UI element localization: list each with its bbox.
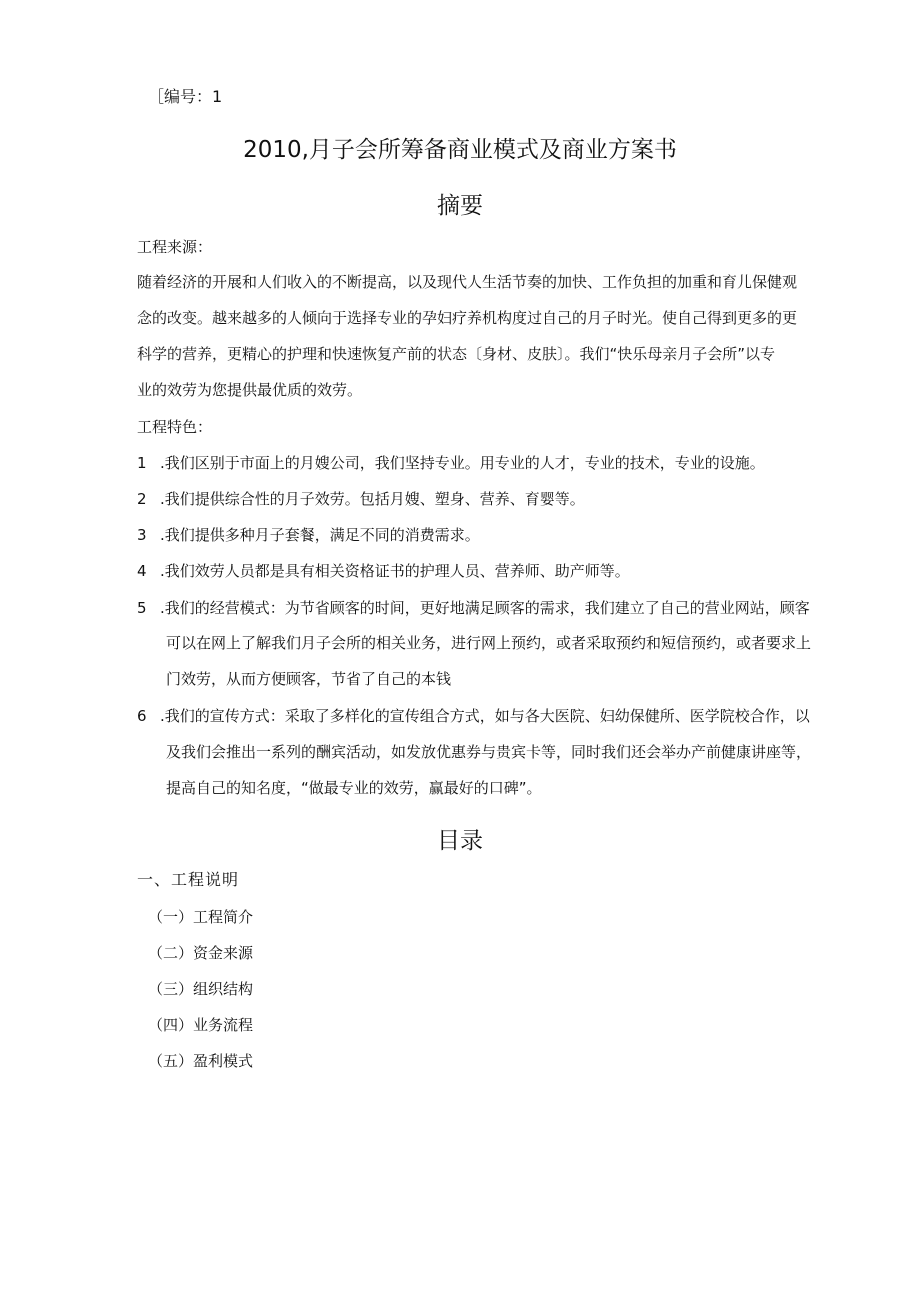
feature-number: 4 xyxy=(137,562,147,580)
features-label: 工程特色： xyxy=(137,418,213,436)
source-paragraph-line: 念的改变。越来越多的人倾向于选择专业的孕妇疗养机构度过自己的月子时光。使自己得到更多的更 xyxy=(137,309,798,327)
toc-item: （五）盈利模式 xyxy=(148,1052,254,1070)
feature-number: 2 xyxy=(137,490,147,508)
toc-item: （四）业务流程 xyxy=(148,1016,254,1034)
source-paragraph-line: 业的效劳为您提供最优质的效劳。 xyxy=(137,381,363,399)
source-paragraph-line: 科学的营养，更精心的护理和快速恢复产前的状态〔身材、皮肤〕。我们“快乐母亲月子会所”以专 xyxy=(137,345,776,363)
source-paragraph-line: 随着经济的开展和人们收入的不断提高，以及现代人生活节奏的加快、工作负担的加重和育儿保健观 xyxy=(137,273,798,291)
feature-text-line: 可以在网上了解我们月子会所的相关业务，进行网上预约，或者采取预约和短信预约，或者要求上 xyxy=(166,634,812,652)
feature-number: 1 xyxy=(137,454,147,472)
summary-heading: 摘要 xyxy=(437,193,483,219)
feature-number: 6 xyxy=(137,707,147,725)
feature-text-line: .我们的经营模式：为节省顾客的时间，更好地满足顾客的需求，我们建立了自己的营业网站，顾客 xyxy=(160,599,810,617)
source-label: 工程来源： xyxy=(137,238,213,256)
feature-text-line: 提高自己的知名度，“做最专业的效劳，赢最好的口碑”。 xyxy=(166,779,542,797)
toc-item: （二）资金来源 xyxy=(148,944,254,962)
feature-text-line: .我们区别于市面上的月嫂公司，我们坚持专业。用专业的人才，专业的技术，专业的设施。 xyxy=(160,454,765,472)
feature-number: 5 xyxy=(137,599,147,617)
toc-item: （三）组织结构 xyxy=(148,980,254,998)
feature-number: 3 xyxy=(137,526,147,544)
toc-item: （一）工程简介 xyxy=(148,908,254,926)
feature-text-line: .我们的宣传方式：采取了多样化的宣传组合方式，如与各大医院、妇幼保健所、医学院校合作，以 xyxy=(160,707,810,725)
toc-heading: 目录 xyxy=(437,828,483,854)
feature-text-line: .我们提供综合性的月子效劳。包括月嫂、塑身、营养、育婴等。 xyxy=(160,490,585,508)
document-title: 2010,月子会所筹备商业模式及商业方案书 xyxy=(243,137,677,163)
document-number: ［编号：1 xyxy=(148,87,223,106)
feature-text-line: .我们提供多种月子套餐，满足不同的消费需求。 xyxy=(160,526,480,544)
feature-text-line: .我们效劳人员都是具有相关资格证书的护理人员、营养师、助产师等。 xyxy=(160,562,630,580)
toc-chapter: 一、工程说明 xyxy=(137,870,240,889)
feature-text-line: 门效劳，从而方便顾客，节省了自己的本钱 xyxy=(166,670,452,688)
feature-text-line: 及我们会推出一系列的酬宾活动，如发放优惠券与贵宾卡等，同时我们还会举办产前健康讲座等， xyxy=(166,743,812,761)
